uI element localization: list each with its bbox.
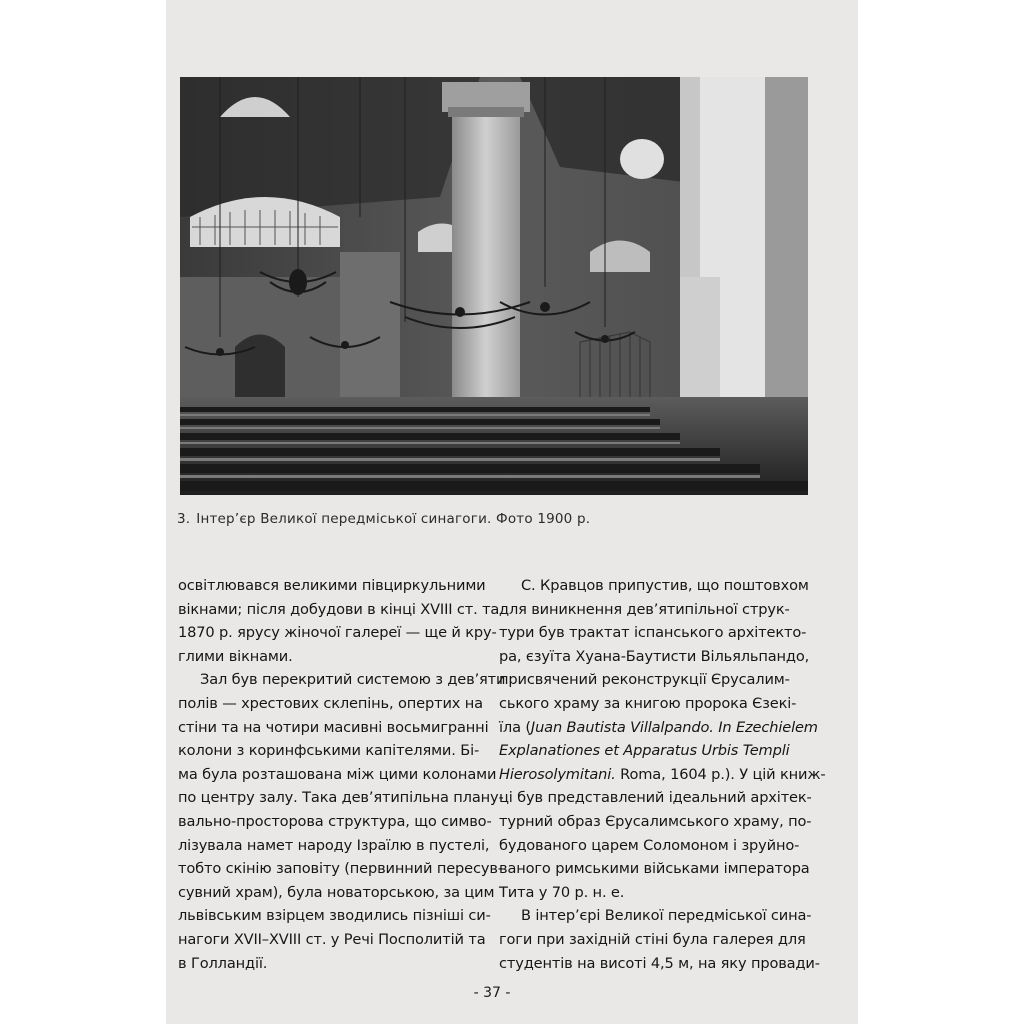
text-line: С. Кравцов припустив, що поштовхом [521, 577, 809, 594]
text-line: колони з коринфськими капітелями. Бі- [178, 742, 480, 760]
text-line: Тита у 70 р. н. е. [499, 883, 625, 901]
text-line: будованого царем Соломоном і зруйно- [499, 836, 800, 854]
text-line: освітлювався великими півциркульними [178, 577, 486, 594]
text-line: ра, єзуїта Хуана-Баутисти Вільяльпандо, [499, 647, 810, 665]
text-line: В інтер’єрі Великої передміської сина- [521, 907, 812, 925]
figure-caption [177, 511, 817, 527]
text-line: сувний храм), була новаторською, за цим [178, 883, 495, 901]
citation-italic: Hierosolymitani. [499, 765, 616, 783]
text-fragment: їла ( [499, 718, 531, 736]
text-line: тури був трактат іспанського архітекто- [499, 624, 807, 642]
text-line-mixed [499, 716, 818, 740]
text-line: стіни та на чотири масивні восьмигранні [178, 718, 489, 736]
text-line: тобто скінію заповіту (первинний пересув- [178, 860, 503, 878]
text-line: ського храму за книгою пророка Єзекі- [499, 694, 797, 712]
text-line: лізувала намет народу Ізраїлю в пустелі, [178, 836, 490, 854]
text-line-mixed [499, 763, 826, 787]
photo-illustration [180, 77, 808, 495]
text-line: по центру залу. Така дев’ятипільна плану- [178, 789, 504, 807]
text-line: вально-просторова структура, що симво- [178, 812, 492, 830]
citation-italic: Juan Bautista Villalpando. In Ezechielem [530, 718, 818, 736]
text-line: Зал був перекритий системою з дев’яти [200, 671, 506, 689]
text-line: ваного римськими військами імператора [499, 860, 810, 878]
text-line: полів — хрестових склепінь, опертих на [178, 694, 483, 712]
text-line: для виникнення дев’ятипільної струк- [499, 600, 790, 618]
text-line: 1870 р. ярусу жіночої галереї — ще й кру- [178, 624, 497, 642]
text-line: львівським взірцем зводились пізніші си- [178, 907, 491, 925]
left-text-column [178, 574, 506, 975]
text-line: турний образ Єрусалимського храму, по- [499, 812, 812, 830]
right-text-column [499, 574, 826, 975]
text-line: ма була розташована між цими колонами [178, 765, 497, 783]
page-number: - 37 - [473, 985, 511, 1001]
text-line: в Голландії. [178, 954, 268, 972]
text-line: гоги при західній стіні була галерея для [499, 930, 806, 948]
text-line: глими вікнами. [178, 647, 293, 665]
text-line: ці був представлений ідеальний архітек- [499, 789, 812, 807]
citation-italic-line: Explanationes et Apparatus Urbis Templi [499, 742, 790, 760]
text-line: нагоги XVII–XVIII ст. у Речі Посполитій та [178, 930, 486, 948]
caption-text: Інтер’єр Великої передміської синагоги. Фото 1900 р. [196, 511, 591, 527]
text-fragment: Roma, 1604 р.). У цій книж- [615, 765, 826, 783]
text-line: вікнами; після добудови в кінці XVIII ст. та [178, 600, 500, 618]
synagogue-interior-photo [180, 77, 808, 495]
caption-number: 3. [177, 511, 191, 527]
text-line: студентів на висоті 4,5 м, на яку провади- [499, 954, 820, 972]
text-line: присвячений реконструкції Єрусалим- [499, 671, 790, 689]
